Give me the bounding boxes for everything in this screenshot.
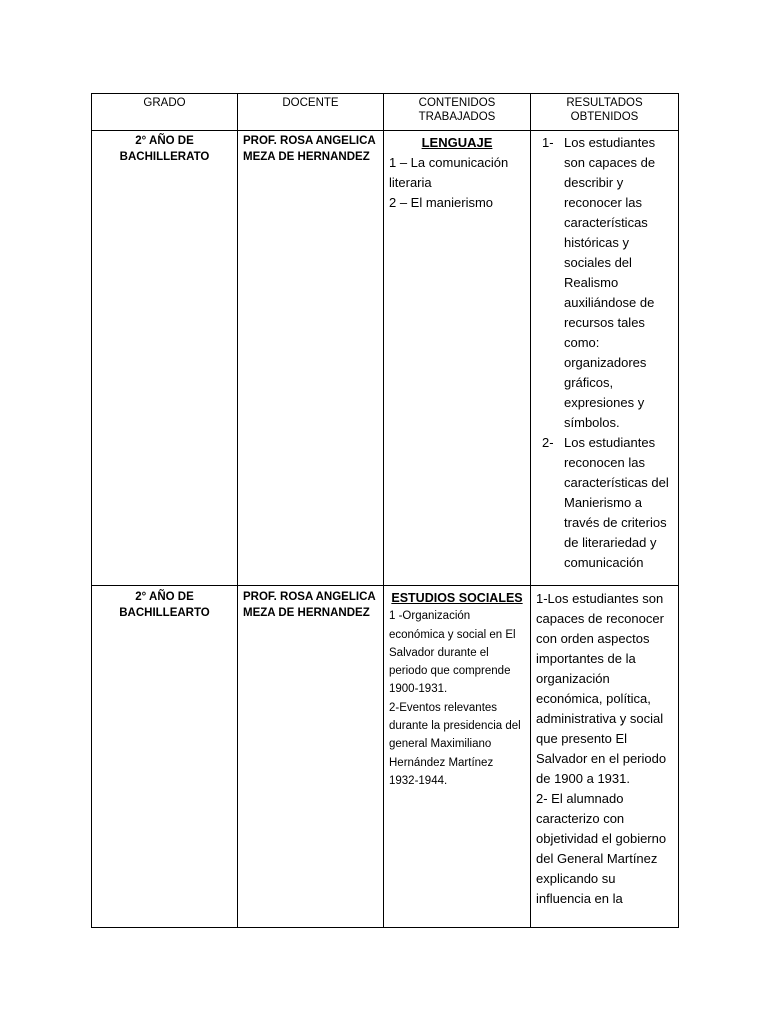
content-item: 1 -Organización económica y social en El Salvador durante el periodo que comprende 1900-1931. [389,610,516,696]
result-text: Los estudiantes son capaces de describir y reconocer las características históricas y sociales del Realismo auxiliándose de recursos tales como: organizadores gráficos, expresiones y símbolos. [564,135,656,430]
result-text: 1-Los estudiantes son capaces de reconocer con orden aspectos importantes de la organización económica, política, administrativa y social que presento El Salvador en el periodo de 1900 a 1931. [536,591,667,786]
content-item: 2 – El manierismo [389,195,494,210]
contents-cell [384,586,531,928]
result-item [536,433,673,573]
header-contenidos: CONTENIDOS TRABAJADOS [384,94,531,131]
table-row [92,131,679,586]
header-docente: DOCENTE [238,94,384,131]
header-resultados: RESULTADOS OBTENIDOS [531,94,679,131]
result-number: 2- [542,435,554,450]
docente-cell: PROF. ROSA ANGELICA MEZA DE HERNANDEZ [238,586,384,928]
result-item [536,133,673,433]
table-row [92,586,679,928]
result-text: 2- El alumnado caracterizo con objetividad el gobierno del General Martínez explicando su influencia en la [536,791,667,906]
docente-cell: PROF. ROSA ANGELICA MEZA DE HERNANDEZ [238,131,384,586]
content-item: 2-Eventos relevantes durante la presidencia del general Maximiliano Hernández Martínez 1932-1944. [389,701,521,787]
grado-cell: 2° AÑO DE BACHILLEARTO [92,586,238,928]
results-cell [531,131,679,586]
grado-cell: 2° AÑO DE BACHILLERATO [92,131,238,586]
contents-cell [384,131,531,586]
table-header-row [92,94,679,131]
header-grado: GRADO [92,94,238,131]
subject-title: ESTUDIOS SOCIALES [391,591,523,605]
results-list [536,133,673,573]
results-cell [531,586,679,928]
result-number: 1- [542,135,554,150]
content-item: 1 – La comunicación literaria [389,155,509,190]
result-text: Los estudiantes reconocen las características del Manierismo a través de criterios de literariedad y comunicación [564,435,669,570]
planning-table [91,93,679,928]
subject-title: LENGUAJE [421,135,493,150]
